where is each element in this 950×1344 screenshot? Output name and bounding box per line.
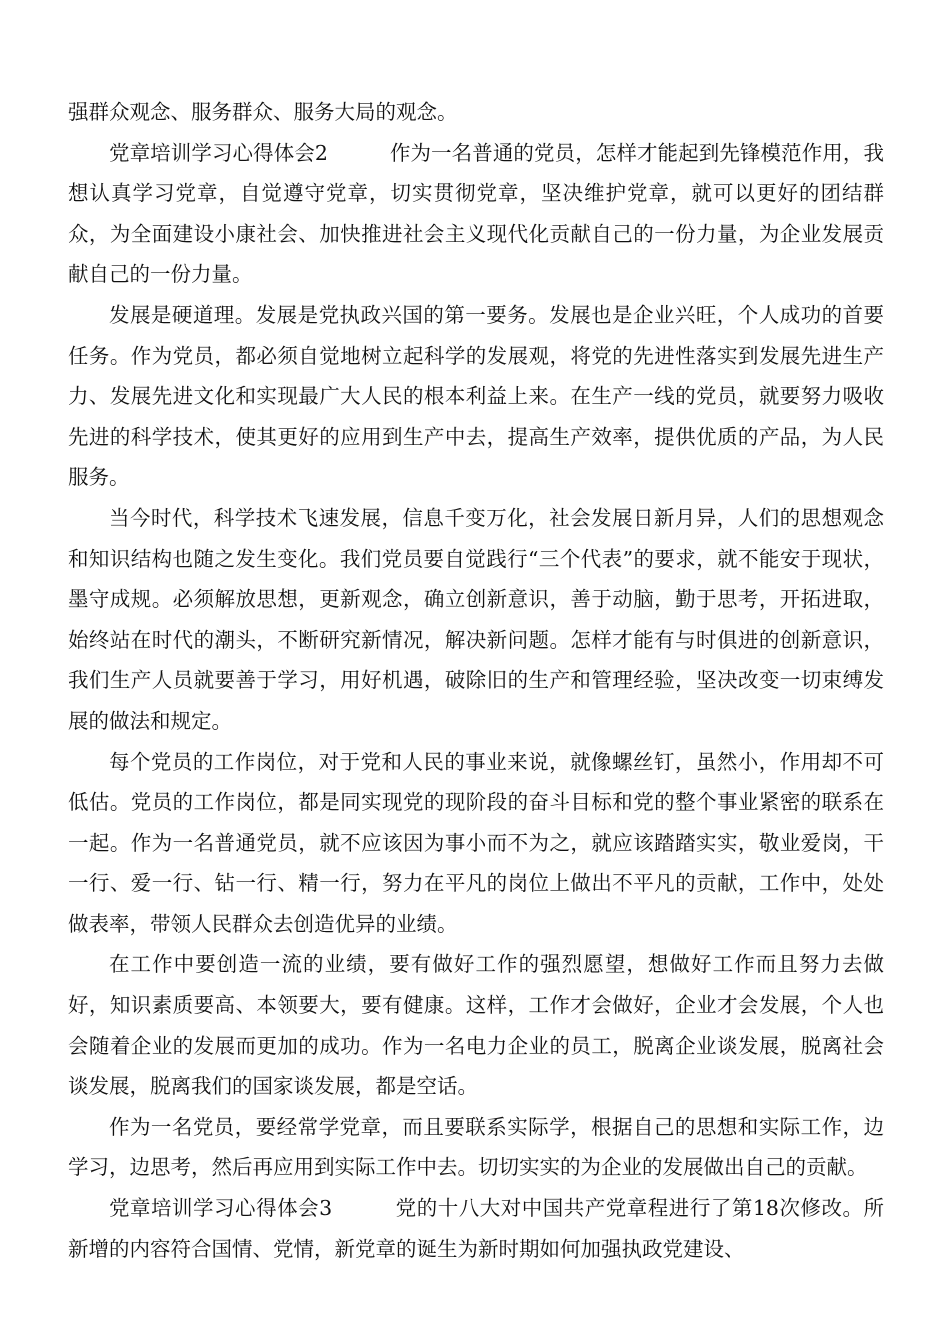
paragraph-development: 发展是硬道理。发展是党执政兴国的第一要务。发展也是企业兴旺，个人成功的首要任务。作为党员，都必须自觉地树立起科学的发展观，将党的先进性落实到发展先进生产力、发展先进文化和实现最广大人民的根本利益上来。在生产一线的党员，就要努力吸收先进的科学技术，使其更好的应用到生产中去，提高生产效率，提供优质的产品，为人民服务。 bbox=[68, 302, 884, 490]
paragraph-essay-3-intro: 党章培训学习心得体会3 党的十八大对中国共产党章程进行了第18次修改。所新增的内容符合国情、党情，新党章的诞生为新时期如何加强执政党建设、 bbox=[68, 1196, 884, 1261]
paragraph-innovation: 当今时代，科学技术飞速发展，信息千变万化，社会发展日新月异，人们的思想观念和知识结构也随之发生变化。我们党员要自觉践行“三个代表”的要求，就不能安于现状，墨守成规。必须解放思想，更新观念，确立创新意识，善于动脑，勤于思考，开拓进取，始终站在时代的潮头，不断研究新情况，解决新问题。怎样才能有与时俱进的创新意识，我们生产人员就要善于学习，用好机遇，破除旧的生产和管理经验，坚决改变一切束缚发展的做法和规定。 bbox=[68, 505, 884, 733]
paragraph-essay-2-intro: 党章培训学习心得体会2 作为一名普通的党员，怎样才能起到先锋模范作用，我想认真学习党章，自觉遵守党章，切实贯彻党章，坚决维护党章，就可以更好的团结群众，为全面建设小康社会、加快推进社会主义现代化贡献自己的一份力量，为企业发展贡献自己的一份力量。 bbox=[68, 140, 884, 287]
document-body bbox=[68, 92, 884, 1269]
paragraph-study-party-constitution: 作为一名党员，要经常学党章，而且要联系实际学，根据自己的思想和实际工作，边学习，边思考，然后再应用到实际工作中去。切切实实的为企业的发展做出自己的贡献。 bbox=[68, 1114, 884, 1180]
paragraph-continuation: 强群众观念、服务群众、服务大局的观念。 bbox=[68, 100, 458, 124]
paragraph-performance: 在工作中要创造一流的业绩，要有做好工作的强烈愿望，想做好工作而且努力去做好，知识素质要高、本领要大，要有健康。这样，工作才会做好，企业才会发展，个人也会随着企业的发展而更加的成功。作为一名电力企业的员工，脱离企业谈发展，脱离社会谈发展，脱离我们的国家谈发展，都是空话。 bbox=[68, 952, 884, 1099]
paragraph-work-post: 每个党员的工作岗位，对于党和人民的事业来说，就像螺丝钉，虽然小，作用却不可低估。党员的工作岗位，都是同实现党的现阶段的奋斗目标和党的整个事业紧密的联系在一起。作为一名普通党员，就不应该因为事小而不为之，就应该踏踏实实，敬业爱岗，干一行、爱一行、钻一行、精一行，努力在平凡的岗位上做出不平凡的贡献，工作中，处处做表率，带领人民群众去创造优异的业绩。 bbox=[68, 749, 884, 936]
